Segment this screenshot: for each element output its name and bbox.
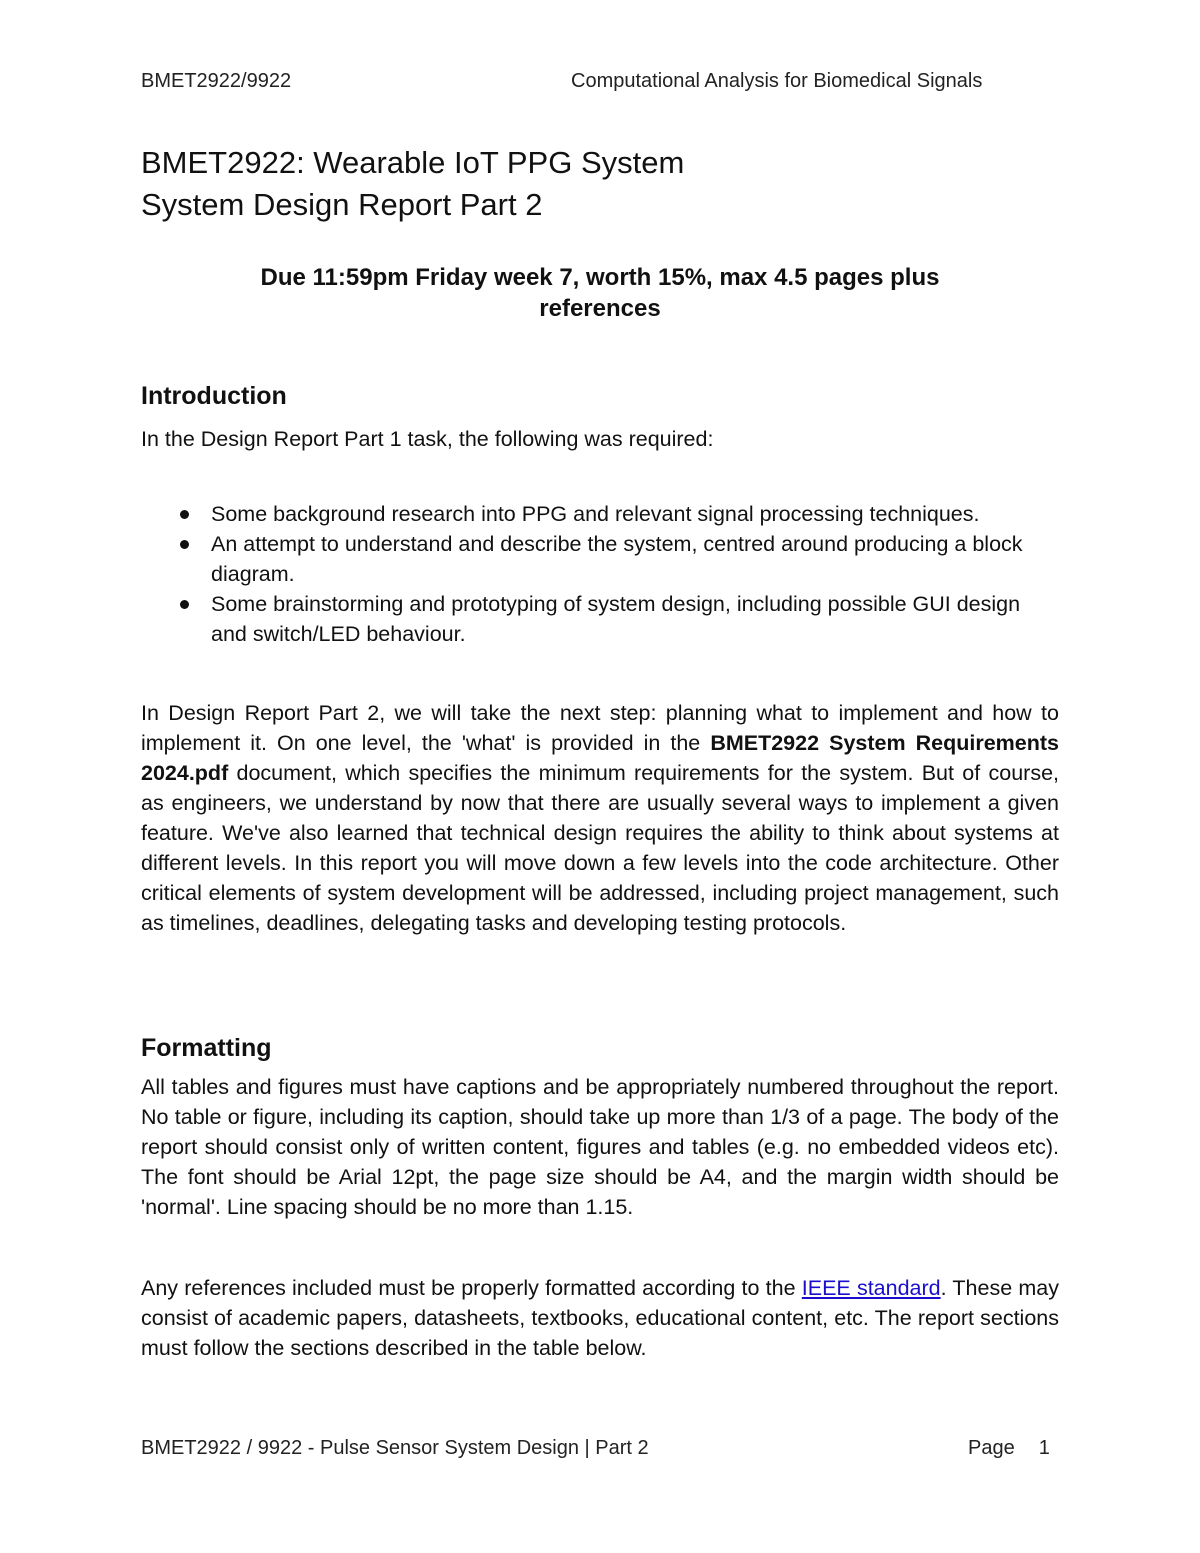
ieee-standard-link[interactable]: IEEE standard bbox=[801, 1276, 941, 1300]
references-text-1: Any references included must be properly formatted according to the bbox=[141, 1276, 802, 1300]
formatting-paragraph-1: All tables and figures must have captions and be appropriately numbered throughout the report. No table or figure, including its caption, should take up more than 1/3 of a page. The body of the report should consist only of written content, figures and tables (e.g. no embedded videos etc). The font should be Arial 12pt, the page size should be A4, and the margin width should be 'normal'. Line spacing should be no more than 1.15. bbox=[141, 1075, 1059, 1219]
list-item bbox=[141, 499, 1059, 529]
bullet-icon bbox=[180, 600, 189, 609]
introduction-heading: Introduction bbox=[141, 382, 287, 410]
intro-paragraph-text-1: In Design Report Part 2, we will take the next step: planning what to implement and how to implement it. On one level, the 'what' is provided in the bbox=[141, 701, 1059, 755]
due-line-1: Due 11:59pm Friday week 7, worth 15%, max 4.5 pages plus bbox=[260, 264, 940, 291]
due-line-2: references bbox=[539, 295, 661, 322]
intro-paragraph-text-2: document, which specifies the minimum requirements for the system. But of course, as engineers, we understand by now that there are usually several ways to implement a given feature. We've also learned that technical design requires the ability to think about systems at different levels. In this report you will move down a few levels into the code architecture. Other critical elements of system development will be addressed, including project management, such as timelines, deadlines, delegating tasks and developing testing protocols. bbox=[141, 761, 1059, 935]
list-item bbox=[141, 529, 1059, 589]
requirements-document-name: BMET2922 System Requirements 2024.pdf bbox=[141, 731, 1060, 785]
list-item bbox=[141, 589, 1059, 649]
due-notice bbox=[141, 262, 1059, 324]
header-course-name: Computational Analysis for Biomedical Signals bbox=[571, 70, 983, 92]
list-item-text: Some background research into PPG and relevant signal processing techniques. bbox=[211, 502, 980, 526]
requirements-list bbox=[141, 499, 1059, 649]
page-number: 1 bbox=[1038, 1437, 1050, 1459]
formatting-section bbox=[141, 1032, 1059, 1363]
page-label: Page bbox=[968, 1437, 1015, 1459]
title-line-1: BMET2922: Wearable IoT PPG System bbox=[141, 145, 685, 180]
title-line-2: System Design Report Part 2 bbox=[141, 187, 543, 222]
document-title bbox=[141, 142, 1071, 226]
header-course-code: BMET2922/9922 bbox=[141, 70, 292, 92]
list-item-text: Some brainstorming and prototyping of system design, including possible GUI design and switch/LED behaviour. bbox=[211, 592, 1021, 646]
formatting-paragraph-2 bbox=[141, 1273, 1059, 1363]
formatting-heading: Formatting bbox=[141, 1034, 272, 1062]
footer-page bbox=[968, 1437, 1050, 1460]
bullet-icon bbox=[180, 540, 189, 549]
introduction-section bbox=[141, 380, 1059, 938]
introduction-lead: In the Design Report Part 1 task, the following was required: bbox=[141, 427, 714, 451]
list-item-text: An attempt to understand and describe the system, centred around producing a block diagram. bbox=[211, 532, 1023, 586]
footer-title: BMET2922 / 9922 - Pulse Sensor System Design | Part 2 bbox=[141, 1437, 649, 1459]
bullet-icon bbox=[180, 510, 189, 519]
introduction-paragraph bbox=[141, 698, 1059, 938]
references-text-2: . These may consist of academic papers, datasheets, textbooks, educational content, etc. The report sections must follow the sections described in the table below. bbox=[141, 1276, 1059, 1360]
